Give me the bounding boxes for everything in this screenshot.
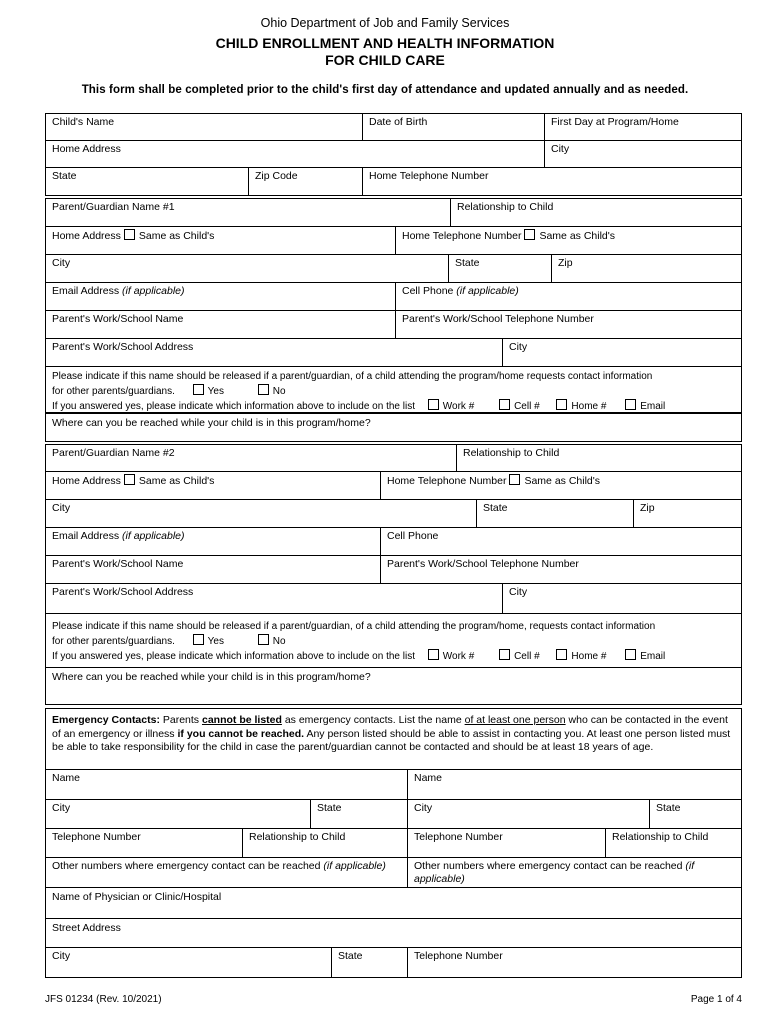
ec2-phone-label: Telephone Number: [414, 831, 503, 843]
g1-name-label: Parent/Guardian Name #1: [52, 201, 175, 213]
g1-zip-label: Zip: [558, 257, 573, 269]
intro-text: This form shall be completed prior to the child's first day of attendance and updated annually and as needed.: [81, 84, 689, 96]
g2-reach-field[interactable]: [45, 668, 742, 705]
child-row-1: [45, 113, 742, 141]
child-name-field[interactable]: [46, 114, 362, 140]
g1-home-option-label: Home #: [571, 401, 607, 412]
ec-row-4: [45, 858, 742, 888]
physician-street-field[interactable]: [45, 919, 742, 948]
g1-cell-field[interactable]: [395, 283, 741, 310]
g1-cell-label: Cell Phone: [402, 285, 454, 297]
g2-work-phone-label: Parent's Work/School Telephone Number: [387, 558, 579, 570]
g2-same-phone-label: Same as Child's: [524, 475, 601, 487]
physician-row-3: [45, 948, 742, 978]
g2-email-label: Email Address: [52, 530, 120, 542]
ec1-city-field[interactable]: [46, 800, 310, 828]
g2-include-question: If you answered yes, please indicate which information above to include on the list: [52, 651, 415, 662]
g2-row-1: [45, 444, 742, 472]
g2-cell-label: Cell Phone: [387, 530, 439, 542]
emergency-text-6: if you cannot be reached.: [177, 727, 305, 740]
ec2-name-label: Name: [414, 772, 443, 784]
physician-name-field[interactable]: [45, 888, 742, 919]
child-row-3: [45, 168, 742, 196]
g1-work-checkbox[interactable]: [428, 399, 439, 410]
page-number: Page 1 of 4: [690, 994, 742, 1005]
child-name-label: Child's Name: [52, 116, 115, 128]
emergency-text-7: Any person listed should be able to assist in contacting you. At least one person listed must be able to take responsibility for the child in case the parent/guardian cannot be contacted and should be at least 18 years of age.: [52, 727, 731, 753]
g2-work-checkbox[interactable]: [428, 649, 439, 660]
ec2-state-field[interactable]: [649, 800, 741, 828]
ec2-other-field[interactable]: [407, 858, 741, 887]
emergency-text-3: as emergency contacts. List the name: [281, 714, 465, 726]
g1-same-phone-label: Same as Child's: [539, 230, 616, 242]
g2-release-question: Please indicate if this name should be released if a parent/guardian, of a child attending the program/home, requests contact information: [52, 621, 656, 632]
ec-row-3: [45, 829, 742, 858]
g1-yes-checkbox[interactable]: [193, 384, 204, 395]
g1-work-phone-field[interactable]: [395, 311, 741, 338]
ec1-relationship-field[interactable]: [242, 829, 407, 857]
g2-release-block: [45, 614, 742, 668]
child-state-label: State: [52, 170, 77, 182]
g2-work-name-label: Parent's Work/School Name: [52, 558, 184, 570]
child-home-address-field[interactable]: [46, 141, 544, 167]
g1-state-field[interactable]: [448, 255, 551, 282]
g2-email-note: (if applicable): [122, 530, 185, 542]
g2-work-name-field[interactable]: [46, 556, 380, 583]
g1-same-address-checkbox[interactable]: [124, 229, 135, 240]
ec2-relationship-label: Relationship to Child: [612, 831, 709, 843]
g2-home-phone-field[interactable]: [380, 472, 741, 499]
agency-name: Ohio Department of Job and Family Services: [260, 16, 510, 30]
physician-name-label: Name of Physician or Clinic/Hospital: [52, 891, 222, 903]
g1-row-3: [45, 255, 742, 283]
child-row-2: [45, 141, 742, 168]
g1-relationship-label: Relationship to Child: [457, 201, 554, 213]
child-home-address-label: Home Address: [52, 143, 121, 155]
g2-yes-checkbox[interactable]: [193, 634, 204, 645]
ec1-other-label: Other numbers where emergency contact can be reached: [52, 860, 324, 872]
g1-no-checkbox[interactable]: [258, 384, 269, 395]
g1-zip-field[interactable]: [551, 255, 741, 282]
g2-home-checkbox[interactable]: [556, 649, 567, 660]
g2-relationship-label: Relationship to Child: [463, 447, 560, 459]
form-title: [0, 35, 770, 69]
child-city-label: City: [551, 143, 570, 155]
g1-work-address-label: Parent's Work/School Address: [52, 341, 194, 353]
ec1-name-field[interactable]: [46, 770, 407, 799]
g2-work-address-field[interactable]: [46, 584, 502, 613]
g2-city-label: City: [52, 502, 71, 514]
g2-same-phone-checkbox[interactable]: [509, 474, 520, 485]
g1-row-1: [45, 198, 742, 227]
physician-state-field[interactable]: [331, 948, 407, 977]
g2-no-checkbox[interactable]: [258, 634, 269, 645]
g1-work-city-label: City: [509, 341, 528, 353]
g2-state-label: State: [483, 502, 508, 514]
g2-cell-checkbox[interactable]: [499, 649, 510, 660]
ec-row-2: [45, 800, 742, 829]
ec1-relationship-label: Relationship to Child: [249, 831, 346, 843]
ec1-other-note: (if applicable): [323, 860, 386, 872]
g2-row-5: [45, 556, 742, 584]
g2-release-question-2: for other parents/guardians.: [52, 636, 175, 647]
ec1-other-field[interactable]: [46, 858, 407, 887]
emergency-heading: Emergency Contacts:: [52, 714, 160, 726]
physician-phone-label: Telephone Number: [414, 950, 503, 962]
g1-include-question: If you answered yes, please indicate which information above to include on the list: [52, 401, 415, 412]
g1-email-checkbox[interactable]: [625, 399, 636, 410]
child-state-field[interactable]: [46, 168, 248, 195]
g2-row-2: [45, 472, 742, 500]
g2-email-checkbox[interactable]: [625, 649, 636, 660]
emergency-text-2: cannot be listed: [201, 714, 282, 726]
g1-cell-note: (if applicable): [456, 285, 519, 297]
g1-relationship-field[interactable]: [450, 199, 741, 226]
g2-email-field[interactable]: [46, 528, 380, 555]
g2-yes-label: Yes: [207, 636, 224, 647]
g1-no-label: No: [272, 386, 286, 397]
emergency-text-5: who can be contacted in the event of an emergency or illness: [52, 714, 728, 740]
child-first-day-field[interactable]: [544, 114, 741, 140]
g2-work-city-field[interactable]: [502, 584, 741, 613]
g1-email-note: (if applicable): [122, 285, 185, 297]
ec2-city-label: City: [414, 802, 433, 814]
g1-work-option-label: Work #: [442, 401, 475, 412]
child-dob-field[interactable]: [362, 114, 544, 140]
g1-city-field[interactable]: [46, 255, 448, 282]
child-first-day-label: First Day at Program/Home: [551, 116, 679, 128]
g2-name-label: Parent/Guardian Name #2: [52, 447, 175, 459]
ec2-relationship-field[interactable]: [605, 829, 741, 857]
g2-row-3: [45, 500, 742, 528]
ec1-city-label: City: [52, 802, 71, 814]
title-line-1: CHILD ENROLLMENT AND HEALTH INFORMATION: [215, 35, 555, 51]
g1-same-phone-checkbox[interactable]: [524, 229, 535, 240]
g1-same-address-label: Same as Child's: [138, 230, 215, 242]
g2-same-address-label: Same as Child's: [138, 475, 215, 487]
ec1-phone-field[interactable]: [46, 829, 242, 857]
g1-row-6: [45, 339, 742, 367]
emergency-text-4: of at least one person: [464, 714, 566, 726]
emergency-instructions: [45, 708, 742, 770]
g2-work-city-label: City: [509, 586, 528, 598]
child-dob-label: Date of Birth: [369, 116, 428, 128]
g2-cell-option-label: Cell #: [514, 651, 540, 662]
g2-reach-question: Where can you be reached while your child is in this program/home?: [52, 671, 371, 683]
g1-city-label: City: [52, 257, 71, 269]
g1-row-4: [45, 283, 742, 311]
g1-release-question-2: for other parents/guardians.: [52, 386, 175, 397]
ec2-state-label: State: [656, 802, 681, 814]
g2-state-field[interactable]: [476, 500, 633, 527]
g1-yes-label: Yes: [207, 386, 224, 397]
title-line-2: FOR CHILD CARE: [325, 52, 445, 68]
g1-home-phone-field[interactable]: [395, 227, 741, 254]
enrollment-form: [45, 113, 742, 978]
ec2-city-field[interactable]: [407, 800, 649, 828]
g1-work-phone-label: Parent's Work/School Telephone Number: [402, 313, 594, 325]
child-home-phone-label: Home Telephone Number: [369, 170, 489, 182]
g1-home-checkbox[interactable]: [556, 399, 567, 410]
g2-relationship-field[interactable]: [456, 445, 741, 471]
g2-cell-field[interactable]: [380, 528, 741, 555]
physician-state-label: State: [338, 950, 363, 962]
ec2-other-note: (if applicable): [414, 860, 695, 885]
child-home-phone-field[interactable]: [362, 168, 741, 195]
g1-release-block: [45, 367, 742, 413]
g2-work-phone-field[interactable]: [380, 556, 741, 583]
g2-work-option-label: Work #: [442, 651, 475, 662]
g1-cell-checkbox[interactable]: [499, 399, 510, 410]
g1-reach-field[interactable]: [45, 413, 742, 442]
physician-city-field[interactable]: [46, 948, 331, 977]
child-city-field[interactable]: [544, 141, 741, 167]
g1-home-address-label: Home Address: [52, 230, 121, 242]
child-zip-label: Zip Code: [255, 170, 298, 182]
g2-no-label: No: [272, 636, 286, 647]
g2-same-address-checkbox[interactable]: [124, 474, 135, 485]
g2-zip-label: Zip: [640, 502, 655, 514]
g1-release-question: Please indicate if this name should be released if a parent/guardian, of a child attending the program/home requests contact information: [52, 371, 653, 382]
g2-name-field[interactable]: [46, 445, 456, 471]
physician-city-label: City: [52, 950, 71, 962]
g1-work-city-field[interactable]: [502, 339, 741, 366]
g1-row-2: [45, 227, 742, 255]
physician-street-label: Street Address: [52, 922, 121, 934]
g2-home-phone-label: Home Telephone Number: [387, 475, 507, 487]
g1-row-5: [45, 311, 742, 339]
emergency-text-1: Parents: [159, 714, 202, 726]
g2-city-field[interactable]: [46, 500, 476, 527]
g1-work-name-label: Parent's Work/School Name: [52, 313, 184, 325]
g1-email-label: Email Address: [52, 285, 120, 297]
g2-email-option-label: Email: [640, 651, 666, 662]
form-id: JFS 01234 (Rev. 10/2021): [45, 994, 162, 1005]
g1-home-phone-label: Home Telephone Number: [402, 230, 522, 242]
ec1-state-label: State: [317, 802, 342, 814]
g2-row-4: [45, 528, 742, 556]
g2-home-address-label: Home Address: [52, 475, 121, 487]
ec1-state-field[interactable]: [310, 800, 407, 828]
g1-home-address-field[interactable]: [46, 227, 395, 254]
ec2-name-field[interactable]: [407, 770, 741, 799]
g1-work-name-field[interactable]: [46, 311, 395, 338]
g1-state-label: State: [455, 257, 480, 269]
ec2-phone-field[interactable]: [407, 829, 605, 857]
g2-work-address-label: Parent's Work/School Address: [52, 586, 194, 598]
g2-zip-field[interactable]: [633, 500, 741, 527]
child-zip-field[interactable]: [248, 168, 362, 195]
ec-row-1: [45, 770, 742, 800]
g1-work-address-field[interactable]: [46, 339, 502, 366]
g1-email-option-label: Email: [640, 401, 666, 412]
g2-home-address-field[interactable]: [46, 472, 380, 499]
g1-cell-option-label: Cell #: [514, 401, 540, 412]
g1-name-field[interactable]: [46, 199, 450, 226]
g2-row-6: [45, 584, 742, 614]
ec1-phone-label: Telephone Number: [52, 831, 141, 843]
ec1-name-label: Name: [52, 772, 81, 784]
g2-home-option-label: Home #: [571, 651, 607, 662]
g1-email-field[interactable]: [46, 283, 395, 310]
physician-phone-field[interactable]: [407, 948, 741, 977]
g1-reach-question: Where can you be reached while your child is in this program/home?: [52, 417, 371, 429]
ec2-other-label: Other numbers where emergency contact can be reached: [414, 860, 686, 872]
